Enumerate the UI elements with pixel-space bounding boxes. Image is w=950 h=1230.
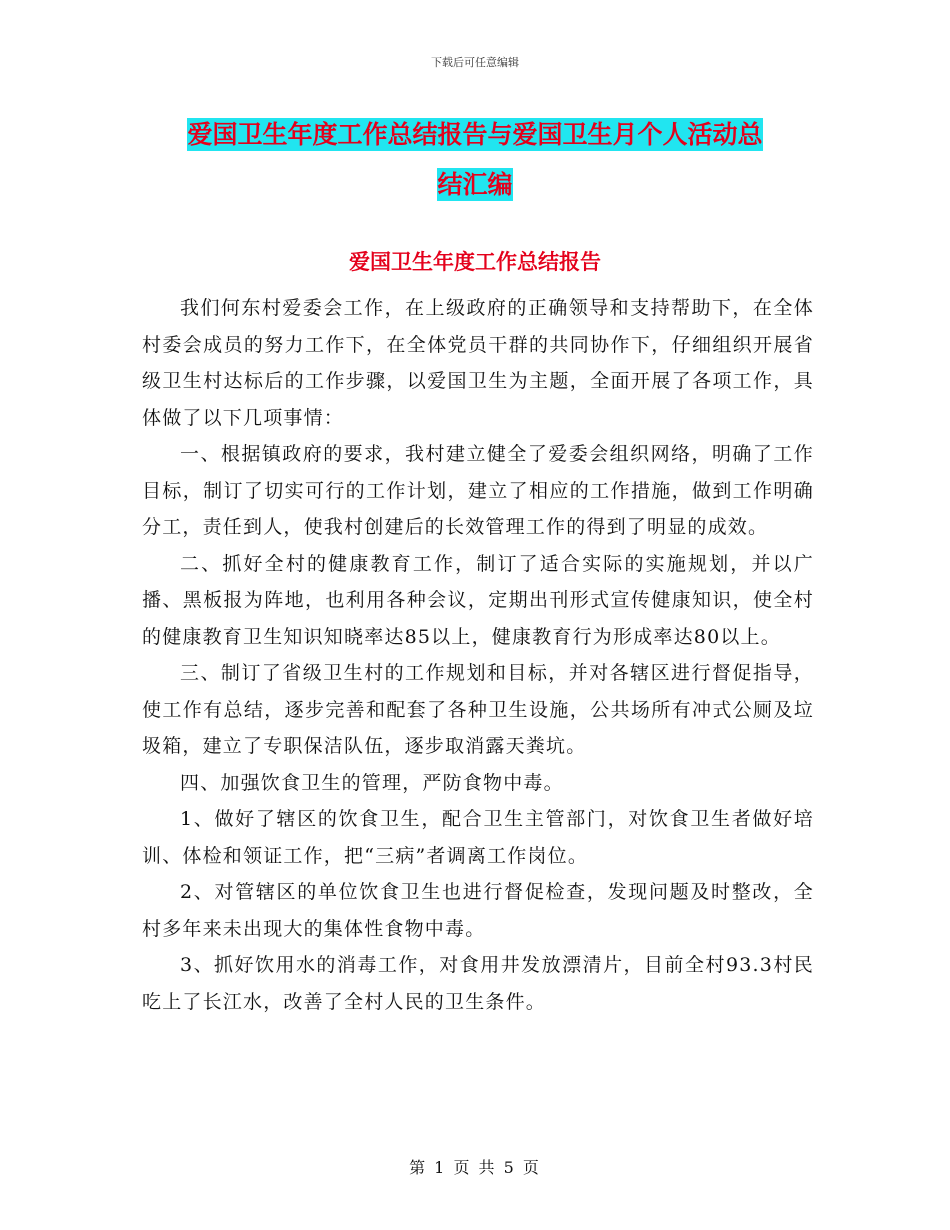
paragraph: 1、做好了辖区的饮食卫生，配合卫生主管部门，对饮食卫生者做好培训、体检和领证工作，把“三病”者调离工作岗位。 xyxy=(142,808,814,867)
paragraph: 2、对管辖区的单位饮食卫生也进行督促检查，发现问题及时整改，全村多年来未出现大的集体性食物中毒。 xyxy=(142,881,814,940)
document-title-line-2: 结汇编 xyxy=(437,170,513,199)
paragraph: 四、加强饮食卫生的管理，严防食物中毒。 xyxy=(180,771,564,794)
header-note: 下载后可任意编辑 xyxy=(431,56,519,69)
section-title: 爱国卫生年度工作总结报告 xyxy=(349,249,601,274)
paragraph: 3、抓好饮用水的消毒工作，对食用井发放漂清片，目前全村93.3村民吃上了长江水，改善了全村人民的卫生条件。 xyxy=(142,954,814,1013)
page-number: 第 1 页 共 5 页 xyxy=(409,1158,541,1177)
paragraph: 我们何东村爱委会工作，在上级政府的正确领导和支持帮助下，在全体村委会成员的努力工作下，在全体党员干群的共同协作下，仔细组织开展省级卫生村达标后的工作步骤，以爱国卫生为主题，全面开展了各项工作，具体做了以下几项事情： xyxy=(142,297,814,429)
document-title-line-1: 爱国卫生年度工作总结报告与爱国卫生月个人活动总 xyxy=(187,120,763,149)
paragraph: 二、抓好全村的健康教育工作，制订了适合实际的实施规划，并以广播、黑板报为阵地，也利用各种会议，定期出刊形式宣传健康知识，使全村的健康教育卫生知识知晓率达85以上，健康教育行为形成率达80以上。 xyxy=(142,552,814,648)
paragraph: 三、制订了省级卫生村的工作规划和目标，并对各辖区进行督促指导，使工作有总结，逐步完善和配套了各种卫生设施，公共场所有冲式公厕及垃圾箱，建立了专职保洁队伍，逐步取消露天粪坑。 xyxy=(142,662,814,757)
document-body xyxy=(142,290,814,1020)
document-title xyxy=(140,110,810,210)
paragraph: 一、根据镇政府的要求，我村建立健全了爱委会组织网络，明确了工作目标，制订了切实可行的工作计划，建立了相应的工作措施，做到工作明确分工，责任到人，使我村创建后的长效管理工作的得到了明显的成效。 xyxy=(142,443,814,538)
